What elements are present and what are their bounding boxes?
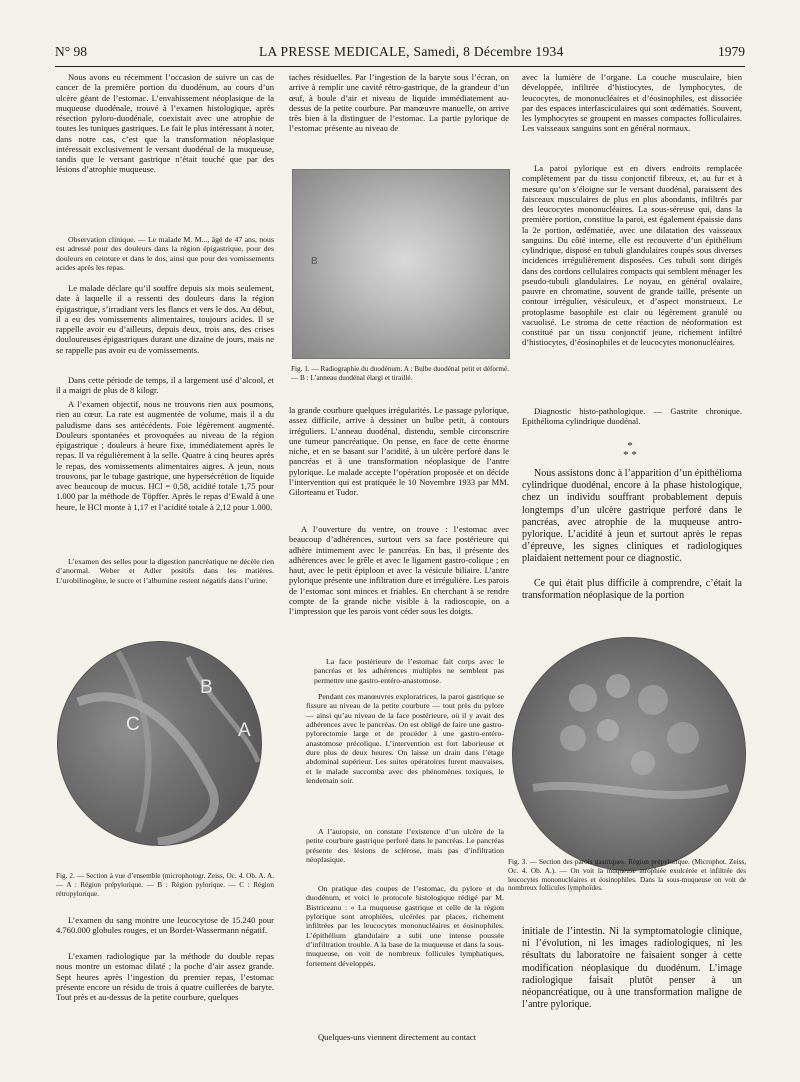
- col2-p6: On pratique des coupes de l’estomac, du pylore et du duodénum, et voici le protocole histologique rédigé par M. Bistriceanu : « La muqueuse gastrique et celle de la région pylorique sont atrophiées, ulcérées par places, richement infiltrées par les leucocytes mononucléaires et éosinophiles. L’épithélium glandulaire a subi une intense poussée d’infiltration trouble. A la base de la muqueuse et dans la sous-muqueuse, on voit de nombreux follicules lymphatiques, fortement développés.: [306, 884, 504, 968]
- col2-p7: Quelques-uns viennent directement au contact: [318, 1032, 477, 1042]
- figure-1-radiograph: [292, 169, 510, 359]
- col2-p3: La face postérieure de l’estomac fait corps avec le pancréas et les adhérences multiples ne semblent pas permettre une gastro-entéro-anastomose.: [314, 657, 504, 685]
- page-number: 1979: [718, 44, 745, 59]
- col1-p1: Le malade déclare qu’il souffre depuis six mois seulement, date à laquelle il a ressenti des douleurs dans la région épigastrique, s’irradiant vers les flancs et vers le dos. Au début, il a eu des vomissements alimentaires, toujours acides. Il se rappelle avoir eu d’ailleurs, depuis deux, trois ans, des crises douloureuses épigastriques durant une dizaine de jours, mais ne se rappelle pas avoir eu de vomissements.: [56, 283, 274, 355]
- fig2-label-a: A: [238, 720, 251, 741]
- col2-p1: la grande courbure quelques irrégularités. Le passage pylorique, assez difficile, arrive à dessiner un bulbe petit, à contours irréguliers. L’anneau duodénal, distendu, semble circonscrire une tumeur pancréatique. On pense, en face de cette énorme niche, et en se basant sur l’acidité, à un ulcère perforé dans le pancréas et à une transformation néoplasique de l’antre pylorique. Le malade accepte l’opération proposée et on décide l’intervention qui est pratiquée le 10 Novembre 1933 par MM. Gilorteanu et Tudor.: [289, 405, 509, 497]
- col1-p4: L’examen des selles pour la digestion pancréatique ne décèle rien d’anormal. Weber et Adler positifs dans les matières. L’urobilinogène, le sucre et l’albumine restent négatifs dans l’urine.: [56, 557, 274, 585]
- fig3-caption: Fig. 3. — Section des parois gastriques. Région prépylorique. (Microphot. Zeiss, Oc. 4. Ob. A.). — On voit la muqueuse atrophiée exulcérée et infiltrée des leucocytes mononucléaires et éosinophiles. Dans la sous-muqueuse on voit de nombreux follicules lymphoïdes.: [508, 858, 746, 893]
- col1-p5: L’examen du sang montre une leucocytose de 15.240 pour 4.760.000 globules rouges, et un Bordet-Wassermann négatif.: [56, 915, 274, 936]
- journal-title: LA PRESSE MEDICALE, Samedi, 8 Décembre 1934: [259, 44, 564, 59]
- col3-p2: La paroi pylorique est en divers endroits remplacée complètement par du tissu conjonctif fibreux, et, au fur et à mesure qu’on s’éloigne sur le versant duodénal, paraissent des faisceaux musculaires de plus en plus abondants, infiltrés par des leucocytes mononucléaires. La sous-séreuse qui, dans la première portion, constitue la paroi, est également épaissie dans la 2e portion, œdématiée, avec une dilatation des vaisseaux sanguins. Du côté interne, elle est recouverte d’un épithélium cylindrique, disposé en tubuli glandulaires coupés sous diverses incidences irrégulièrement disposées. Ces tubuli sont dirigés dans des cordons cellulaires compacts qui semblent ménager les pseudo-tubuli glandulaires. Le noyau, en général ovalaire, pauvre en chromatine, souvent de grande taille, présente un contour irrégulier, vésiculeux, et d’aspect monstrueux. Le protoplasme basophile est clair ou légèrement granulé ou vacuolisé. Le stroma de cette réaction de néoformation est constitué par un tissu conjonctif jeune, richement infiltré d’histiocytes, d’éosinophiles et de leucocytes mononucléaires.: [522, 163, 742, 348]
- fig1-label-b: B: [311, 256, 318, 267]
- col1-p3: A l’examen objectif, nous ne trouvons rien aux poumons, rien au cœur. La rate est augmentée de volume, mais il a du paludisme dans ses antécédents. Foie légèrement augmenté. Douleurs spontanées et provoquées au niveau de la région épigastrique ; douleurs à heure fixe, immédiatement après le repas. Il va régulièrement à la selle. Quatre à cinq heures après le repas, des vomissements alimentaires aigres. A jeun, nous trouvons, par le tubage gastrique, une hypersécrétion de liquide avec beaucoup de mucus. HCl = 0,58, acidité totale 1,75 pour 1.000 par la méthode de Töpffer. Après le repas d’Ewald à une heure, le HCl monte à 1,17 et l’acidité totale à 2,12 pour 1.000.: [56, 399, 274, 512]
- col1-p6: L’examen radiologique par la méthode du double repas nous montre un estomac dilaté ; la poche d’air assez grande. Sept heures après l’ingestion du premier repas, l’estomac présente encore un résidu de trois à quatre cuillerées de baryte. Tout près et au-dessus de la petite courbure, quelques: [56, 951, 274, 1002]
- section-break-stars: * * *: [623, 440, 637, 462]
- col1-intro: Nous avons eu récemment l’occasion de suivre un cas de cancer de la première portion du duodénum, au cours d’un ulcère géant de l’estomac. L’envahissement néoplasique de la muqueuse duodénale, trouvé à l’examen histologique, après résection pyloro-duodénale, coexistait avec une atrophie de toutes les tuniques gastriques. Le fait le plus intéressant à noter, dans notre cas, c’est que la transformation néoplasique intéressait exclusivement le versant duodénal de la muqueuse, tandis que le versant gastrique n’était touché que par des lésions d’atrophie muqueuse.: [56, 72, 274, 175]
- header-rule: [55, 66, 745, 67]
- figure-3-micrograph: [512, 637, 746, 871]
- col3-p1: avec la lumière de l’organe. La couche musculaire, bien développée, infiltrée d’histiocytes, de lymphocytes, de leucocytes, de mononucléaires et d’éosinophiles, est dissociée par des espaces interfasciculaires qui sont œdématiés. Souvent, les lymphocytes se groupent en masses compactes folliculaires. Les vaisseaux sanguins sont en général normaux.: [522, 72, 742, 134]
- col2-p2: A l’ouverture du ventre, on trouve : l’estomac avec beaucoup d’adhérences, surtout vers sa face postérieure qui adhère intimement avec le pancréas. En bas, il présente des adhérences avec le grêle et avec le ligament gastro-colique ; en haut, avec le petit épiploon et avec la vésicule biliaire. L’antre pylorique présente une infiltration dure et irrégulière. Les parois de l’estomac sont minces et friables. En cherchant à se rendre compte de la grande niche visible à la radioscopie, on a l’impression que les parois vont céder sous les doigts.: [289, 524, 509, 616]
- fig2-tissue-layers: [58, 642, 261, 845]
- col2-top: taches résiduelles. Par l’ingestion de la baryte sous l’écran, on arrive à remplir une cavité rétro-gastrique, de la grandeur d’un œuf, à boule d’air et niveau de liquide immédiatement au-dessus de la petite courbure. Par manœuvre manuelle, on arrive très bien à la distinguer de l’estomac. La partie pylorique de l’estomac présente au niveau de: [289, 72, 509, 134]
- page-header: [55, 44, 745, 64]
- col3-p4: Ce qui était plus difficile à comprendre, c’était la transformation néoplasique de la portion: [522, 578, 742, 602]
- fig3-follicles: [513, 638, 745, 870]
- col1-p2: Dans cette période de temps, il a largement usé d’alcool, et il a maigri de plus de 8 kilogr.: [56, 375, 274, 396]
- col3-p5: initiale de l’intestin. Ni la symptomatologie clinique, ni l’évolution, ni les images radiologiques, ni les résultats du laboratoire ne faisaient songer à cette modification néoplasique du duodénum. L’image radiologique faisait plutôt penser à un néopancréatique, ou à une transformation maligne de l’antre pylorique.: [522, 926, 742, 1011]
- col2-p5: A l’autopsie, on constate l’existence d’un ulcère de la petite courbure gastrique perforé dans le pancréas. Le pancréas présente des lésions de sclérose, mais pas d’infiltration néoplasique.: [306, 827, 504, 865]
- fig2-label-c: C: [126, 714, 140, 735]
- col3-diagnosis: Diagnostic histo-pathologique. — Gastrite chronique. Epithélioma cylindrique duodénal.: [522, 406, 742, 427]
- col1-observation: Observation clinique. — Le malade M. M..., âgé de 47 ans, nous est adressé pour des douleurs dans la région épigastrique, pour des douleurs en ceinture et dans le dos, ainsi que pour des vomissements acides après les repas.: [56, 235, 274, 273]
- fig1-caption: Fig. 1. — Radiographie du duodénum. A : Bulbe duodénal petit et déformé. — B : L’anneau duodénal élargi et tiraillé.: [291, 365, 509, 382]
- fig2-caption: Fig. 2. — Section à vue d’ensemble (microphotogr. Zeiss, Oc. 4. Ob. A. A. — A : Région prépylorique. — B : Région pylorique. — C : Région rétropylorique.: [56, 872, 274, 898]
- col2-p4: Pendant ces manœuvres exploratrices, la paroi gastrique se fissure au niveau de la petite courbure — tout près du pylore — ainsi qu’au niveau de la face postérieure, où il y avait des adhérences avec le pancréas. On est obligé de faire une gastro-pylorectomie large et de procéder à une gastro-entéro-anastomose précolique. L’intervention est fort laborieuse et dure plus de deux heures. On laisse un drain dans l’étage abdominal supérieur. Les suites opératoires furent mauvaises, et le malade succomba avec des phénomènes toxiques, le lendemain soir.: [306, 692, 504, 786]
- col3-p3: Nous assistons donc à l’apparition d’un épithélioma cylindrique duodénal, encore à la phase histologique, chez un individu souffrant probablement depuis longtemps d’un ulcère gastrique perforé dans le pancréas, avec atrophie de la muqueuse antro-pylorique. L’acidité à jeun et surtout après le repas d’épreuve, les signes cliniques et radiologiques plaidaient nettement pour ce diagnostic.: [522, 468, 742, 565]
- fig2-label-b: B: [200, 677, 213, 698]
- issue-number: N° 98: [55, 44, 88, 59]
- figure-2-micrograph: [57, 641, 262, 846]
